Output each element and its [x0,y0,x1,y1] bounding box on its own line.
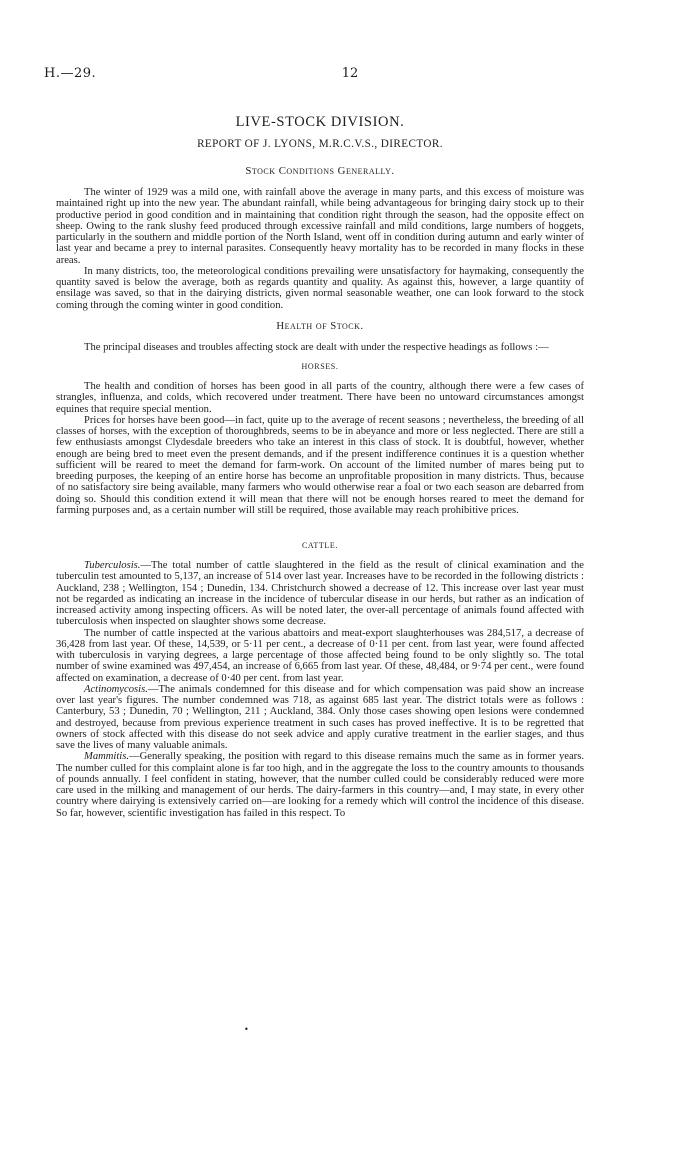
section-spacer [56,516,584,532]
tuberculosis-text: —The total number of cattle slaughtered in the field as the result of clinical examination and the tuberculin test amounted to 5,137, an increase of 514 over last year. Increases have to be recorded in the following districts : Auckland, 238 ; Wellington, 154 ; Dunedin, 134. Christchurch showed a decrease of 12. This increase over last year must not be regarded as indicating an increase in the incidence of tubercular disease in our herds, but rather as an indication of increased activity among inspecting officers. As will be noted later, the over-all percentage of animals found affected with tuberculosis when inspected on slaughter shows some decrease. [56,560,584,628]
stock-conditions-heading: Stock Conditions Generally. [245,165,395,177]
mammitis-text: —Generally speaking, the position with regard to this disease remains much the same as in former years. The number culled for this complaint alone is far too high, and in the aggregate the loss to the country amounts to thousands of pounds annually. I feel confident in stating, however, that the number culled could be considerably reduced were more care used in the milking and management of our herds. The dairy-farmers in this country—and, I may state, in every other country where dairying is extensively carried on—are looking for a remedy which will control the incidence of this disease. So far, however, scientific investigation has failed in this respect. To [56,751,584,819]
horses-paragraph-1: The health and condition of horses has been good in all parts of the country, although there were a few cases of strangles, influenza, and colds, which recovered under treatment. There have been no untoward circumstances amongst equines that require special mention. [56,381,584,415]
mammitis-term: Mammitis. [84,751,130,763]
actinomycosis-paragraph [56,684,584,752]
mammitis-paragraph [56,751,584,819]
cattle-heading: CATTLE. [302,541,338,550]
report-title: REPORT OF J. LYONS, M.R.C.V.S., DIRECTOR. [197,138,443,150]
health-of-stock-paragraph: The principal diseases and troubles affecting stock are dealt with under the respective headings as follows :— [84,341,549,353]
horses-heading: HORSES. [301,362,339,371]
tuberculosis-term: Tuberculosis. [84,560,141,571]
abattoirs-paragraph: The number of cattle inspected at the various abattoirs and meat-export slaughterhouses was 284,517, a decrease of 36,428 from last year. Of these, 14,539, or 5·11 per cent., a decrease of 0·11 per cent. from last year, were found affected with tuberculosis in varying degrees, a large percentage of those affected being found to be only slightly so. The total number of swine examined was 497,454, an increase of 6,665 from last year. Of these, 48,484, or 9·74 per cent., were found affected on examination, a decrease of 0·40 per cent. from last year. [56,627,584,684]
health-of-stock-heading: Health of Stock. [276,319,364,332]
stock-conditions-paragraph-2: In many districts, too, the meteorological conditions prevailing were unsatisfactory for haymaking, consequently the quantity saved is below the average, both as regards quantity and quality. As against this, however, a large quantity of ensilage was saved, so that in the dairying districts, given normal seasonable weather, one can look forward to the stock coming through the coming winter in good condition. [56,265,584,311]
actinomycosis-text: —The animals condemned for this disease and for which compensation was paid show an increase over last year's figures. The number condemned was 718, as against 685 last year. The district totals were as follows : Canterbury, 53 ; Dunedin, 70 ; Wellington, 211 ; Auckland, 384. Only those cases showing open lesions were condemned and destroyed, because from previous experience treatment in such cases has proved ineffective. It is to be regretted that owners of stock affected with this disease do not seek advice and apply curative treatment in the earlier stages, and thus save the lives of many valuable animals. [56,683,584,751]
document-reference: H.—29. [44,66,97,81]
actinomycosis-term: Actinomycosis. [84,683,148,695]
division-title: LIVE-STOCK DIVISION. [235,114,405,130]
page-number: 12 [341,66,359,81]
stock-conditions-paragraph-1: The winter of 1929 was a mild one, with rainfall above the average in many parts, and this excess of moisture was maintained right up into the new year. The abundant rainfall, while being advantageous for bringing dairy stock up to their productive period in good condition and in maintaining that condition right through the season, had the opposite effect on sheep. Owing to the rank slushy feed produced through excessive rainfall and mild conditions, large numbers of hoggets, particularly in the southern and middle portion of the North Island, went off in condition during autumn and early winter of last year and became a prey to internal parasites. Consequently heavy mortality has to be recorded in many flocks in these areas. [56,187,584,266]
report-body [56,114,584,819]
horses-paragraph-2: Prices for horses have been good—in fact, quite up to the average of recent seasons ; nevertheless, the breeding of all classes of horses, with the exception of thoroughbreds, seems to be in abeyance and more or less neglected. There are still a few enthusiasts amongst Clydesdale breeders who take an interest in this class of stock. It is doubtful, however, whether enough are being bred to meet even the present demands, and if the present indifference continues it is a question whether sufficient will be reared to meet the demand for farm-work. On account of the limited number of mares being put to breeding purposes, the keeping of an entire horse has become an unprofitable proposition in many districts. Thus, because of no satisfactory sire being available, many farmers who would otherwise rear a foal or two each season are debarred from doing so. Should this condition extend it will mean that there will not be enough horses reared to meet the demand for farming purposes and, as a certain number will still be required, those available may reach prohibitive prices. [56,414,584,516]
tuberculosis-paragraph [56,560,584,628]
footer-mark: • [244,1025,249,1034]
